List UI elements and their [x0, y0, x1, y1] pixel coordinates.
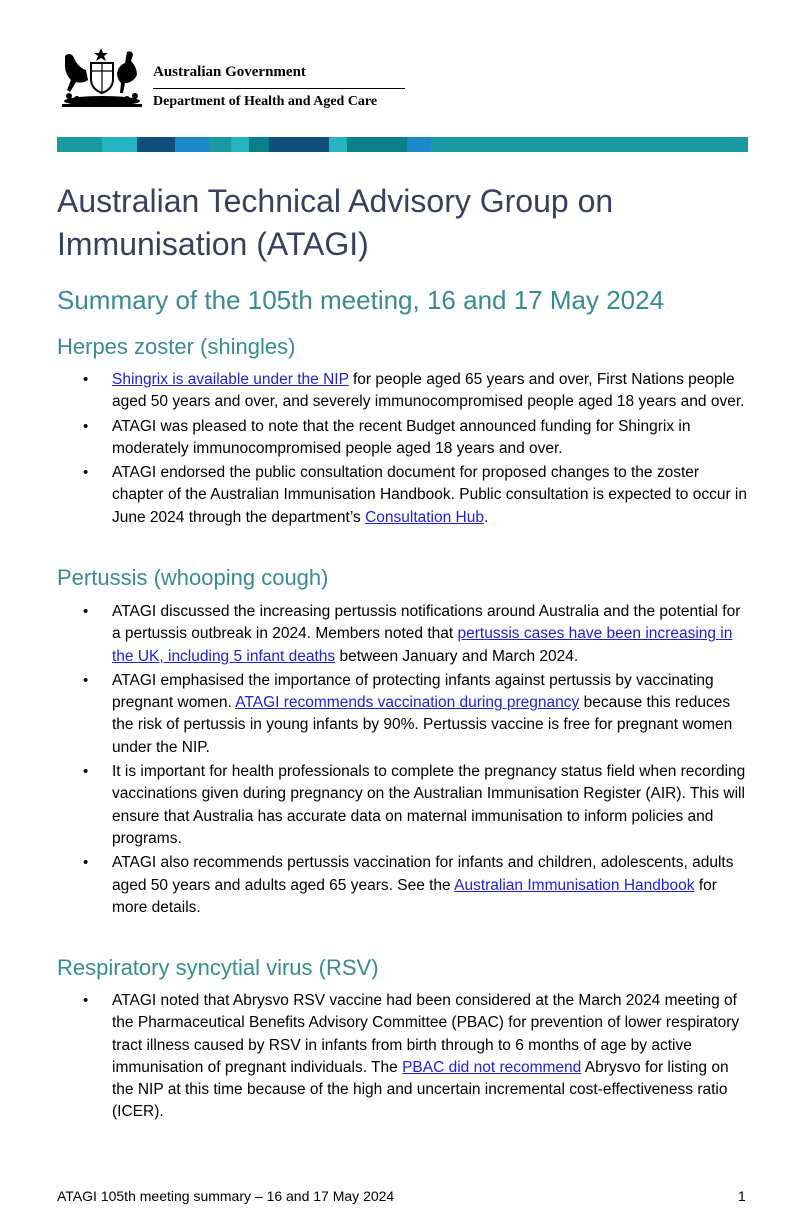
coat-of-arms-icon	[57, 46, 147, 110]
list-item	[83, 852, 748, 919]
bullet-list-pertussis	[83, 601, 748, 921]
list-item	[83, 369, 748, 414]
list-item-text: between January and March 2024.	[335, 647, 579, 665]
list-item-text: It is important for health professionals to complete the pregnancy status field when recording vaccinations given during pregnancy on the Australian Immunisation Register (AIR). This will ensure that Australia has accurate data on maternal immunisation to inform policies and programs.	[112, 763, 746, 847]
list-item-text: ATAGI discussed the increasing pertussis notifications around Australia and the potential for a pertussis outbreak in 2024. Members noted that	[112, 603, 741, 643]
list-item	[83, 761, 748, 850]
section-heading-herpes-zoster: Herpes zoster (shingles)	[57, 334, 296, 359]
bullet-list-herpes-zoster	[83, 369, 748, 531]
list-item-text: ATAGI noted that Abrysvo RSV vaccine had been considered at the March 2024 meeting of the Pharmaceutical Benefits Advisory Committee (PBAC) for prevention of lower respiratory tract illness caused by RSV in infants from birth through to 6 months of age by active immunisation of pregnant individuals. The	[112, 992, 740, 1076]
list-item-text: ATAGI endorsed the public consultation document for proposed changes to the zoster chapter of the Australian Immunisation Handbook. Public consultation is expected to occur in June 2024 through the department’s	[112, 464, 748, 526]
page-title: Australian Technical Advisory Group on Immunisation (ATAGI)	[57, 183, 614, 262]
list-item-text: ATAGI emphasised the importance of protecting infants against pertussis by vaccinating pregnant women.	[112, 671, 714, 712]
section-heading-pertussis: Pertussis (whooping cough)	[57, 565, 329, 590]
list-item	[83, 990, 748, 1124]
link-pertussis-uk[interactable]: pertussis cases have been increasing in the UK, including 5 infant deaths	[112, 625, 733, 665]
link-shingrix-nip[interactable]: Shingrix is available under the NIP	[112, 371, 349, 388]
link-vaccination-pregnancy[interactable]: ATAGI recommends vaccination during pregnancy	[235, 694, 580, 712]
page-subtitle: Summary of the 105th meeting, 16 and 17 May 2024	[57, 285, 665, 315]
page-number: 1	[738, 1188, 746, 1204]
footer-title: ATAGI 105th meeting summary – 16 and 17 May 2024	[57, 1188, 395, 1204]
list-item-text: Abrysvo for listing on the NIP at this time because of the high and uncertain incremental cost-effectiveness ratio (ICER).	[112, 1058, 729, 1121]
section-heading-rsv: Respiratory syncytial virus (RSV)	[57, 955, 379, 980]
list-item	[83, 601, 748, 668]
government-header	[57, 44, 417, 114]
list-item	[83, 670, 748, 759]
list-item-text: ATAGI also recommends pertussis vaccination for infants and children, adolescents, adults aged 50 years and adults aged 65 years. See the	[112, 854, 734, 894]
government-name: Australian Government	[153, 64, 306, 80]
bullet-list-rsv	[83, 990, 748, 1126]
list-item-text: .	[484, 508, 489, 526]
header-divider	[153, 88, 405, 89]
list-item-text: because this reduces the risk of pertussis in young infants by 90%. Pertussis vaccine is free for pregnant women under the NIP.	[112, 694, 733, 756]
list-item-text: for people aged 65 years and over, First Nations people aged 50 years and over, and severely immunocompromised people aged 18 years and over.	[112, 371, 745, 411]
list-item	[83, 462, 748, 529]
list-item	[83, 416, 748, 461]
link-immunisation-handbook[interactable]: Australian Immunisation Handbook	[454, 876, 695, 894]
list-item-text: ATAGI was pleased to note that the recent Budget announced funding for Shingrix in moderately immunocompromised people aged 18 years and over.	[112, 417, 691, 457]
link-consultation-hub[interactable]: Consultation Hub	[365, 508, 484, 526]
decorative-stripe	[57, 137, 748, 152]
department-name: Department of Health and Aged Care	[153, 94, 378, 109]
list-item-text: for more details.	[112, 876, 717, 916]
link-pbac-did-not-recommend[interactable]: PBAC did not recommend	[402, 1058, 582, 1076]
